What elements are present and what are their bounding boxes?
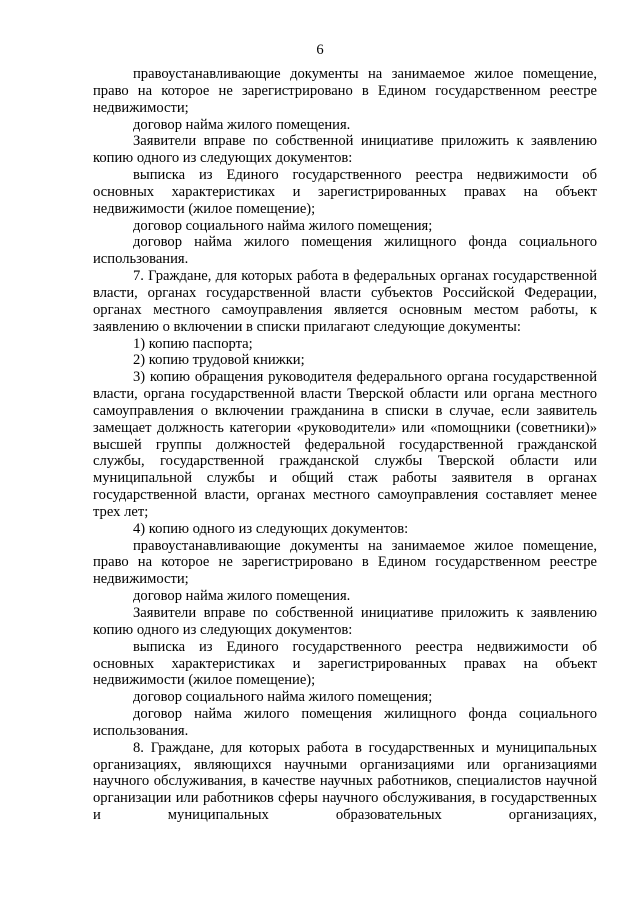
paragraph: договор социального найма жилого помещения; [133,217,433,234]
paragraph: договор найма жилого помещения. [133,116,351,133]
paragraph: выписка из Единого государственного реестра недвижимости об основных характеристиках и зарегистрированных правах на объект недвижимости (жилое помещение); [93,638,597,689]
paragraph: 7. Граждане, для которых работа в федеральных органах государственной власти, органах государственной власти субъектов Российской Федерации, органах местного самоуправления является основным местом работы, к заявлению о включении в списки прилагают следующие документы: [93,268,597,335]
paragraph: правоустанавливающие документы на занимаемое жилое помещение, право на которое не зарегистрировано в Едином государственном реестре недвижимости; [93,66,597,116]
paragraph: 8. Граждане, для которых работа в государственных и муниципальных организациях, являющихся научными организациями или организациями научного обслуживания, в качестве научных работников, специалистов научной организации или работников сферы научного обслуживания, в государственных и муниципальных образовательных организациях, [93,739,597,824]
paragraph: договор найма жилого помещения жилищного фонда социального использования. [93,234,597,268]
paragraph: выписка из Единого государственного реестра недвижимости об основных характеристиках и зарегистрированных правах на объект недвижимости (жилое помещение); [93,167,597,217]
document-body [93,66,597,824]
paragraph: договор найма жилого помещения жилищного фонда социального использования. [93,706,597,739]
paragraph: правоустанавливающие документы на занимаемое жилое помещение, право на которое не зарегистрировано в Едином государственном реестре недвижимости; [93,537,597,588]
paragraph: 4) копию одного из следующих документов: [133,520,409,537]
paragraph: 2) копию трудовой книжки; [133,352,305,369]
paragraph: 3) копию обращения руководителя федерального органа государственной власти, органа государственной власти Тверской области или органа местного самоуправления о включении гражданина в списки в случае, если заявитель замещает должность категории «руководители» или «помощники (советники)» высшей группы должностей федеральной государственной гражданской службы, государственной гражданской службы Тверской области или муниципальной службы и общий стаж работы заявителя в органах государственной власти, органах местного самоуправления составляет менее трех лет; [93,369,597,520]
paragraph: Заявители вправе по собственной инициативе приложить к заявлению копию одного из следующих документов: [93,133,597,167]
paragraph: договор социального найма жилого помещения; [133,689,433,706]
paragraph: 1) копию паспорта; [133,335,253,352]
page-number: 6 [316,42,324,58]
paragraph: договор найма жилого помещения. [133,588,351,605]
paragraph: Заявители вправе по собственной инициативе приложить к заявлению копию одного из следующих документов: [93,605,597,638]
